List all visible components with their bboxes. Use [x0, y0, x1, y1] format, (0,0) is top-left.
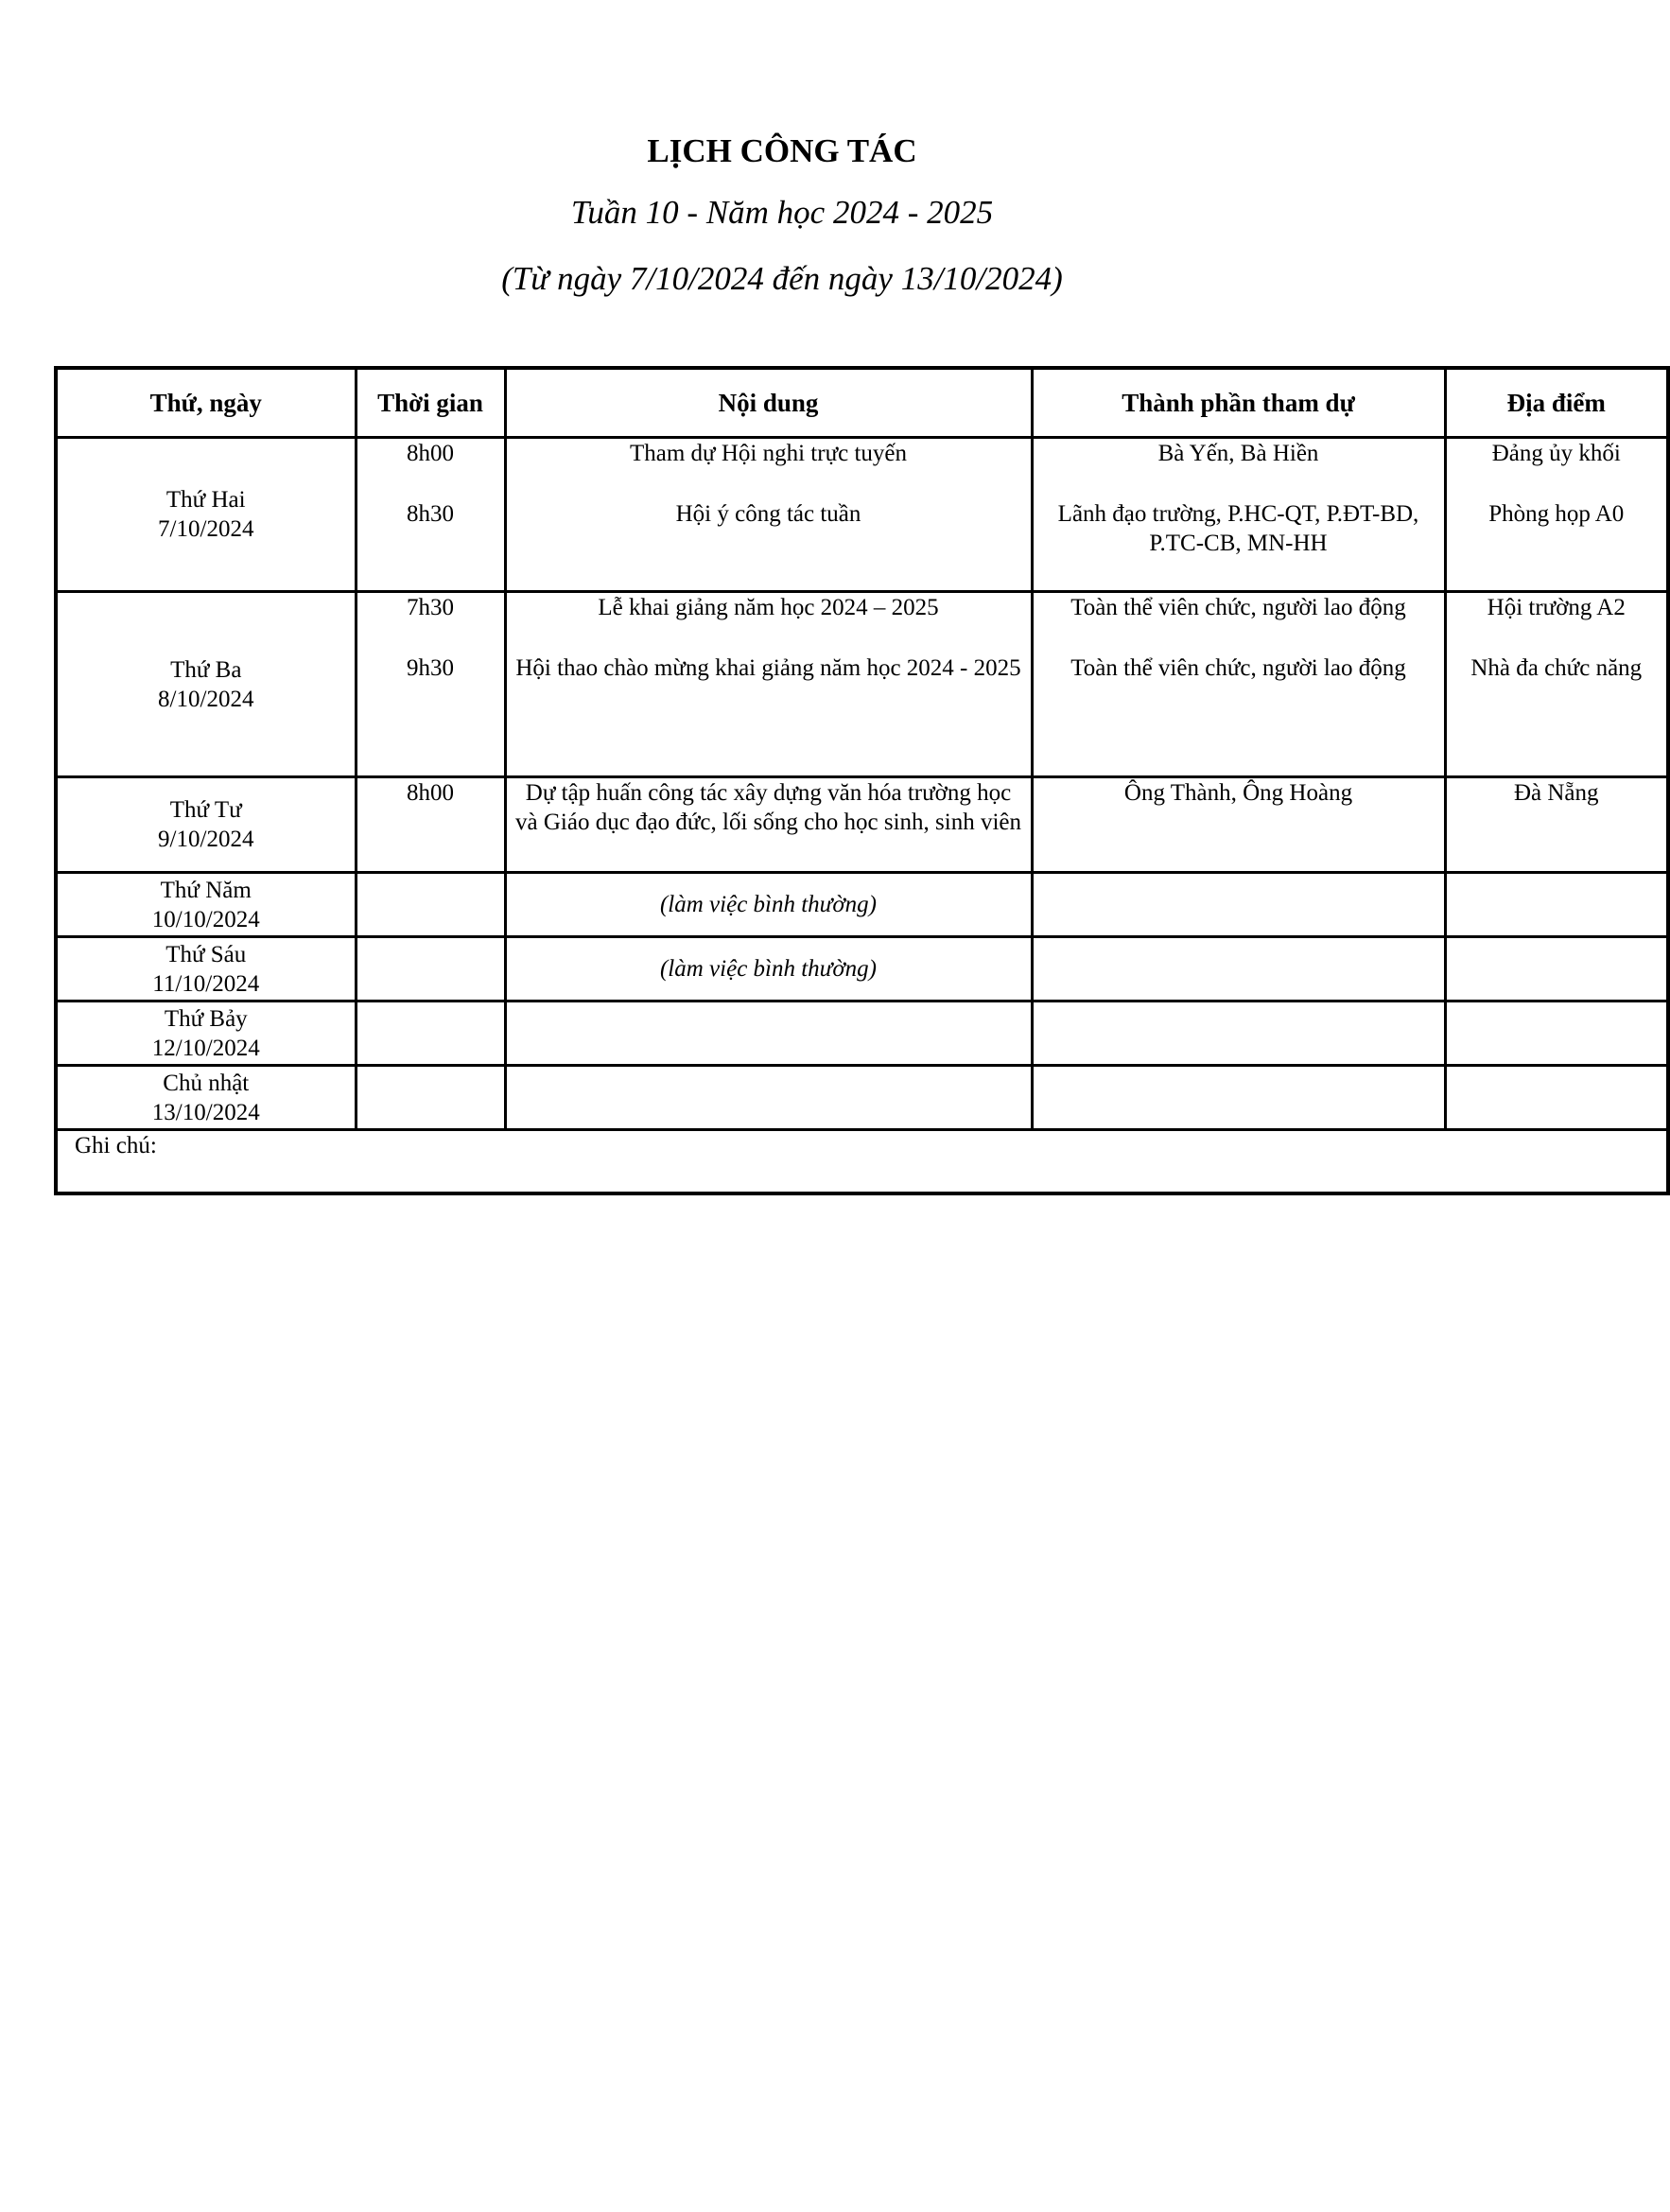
day-cell	[56, 777, 356, 873]
day-name: Thứ Sáu	[165, 941, 247, 967]
content-value: Hội ý công tác tuần	[675, 501, 861, 527]
notes-row	[56, 1130, 1668, 1194]
day-date: 10/10/2024	[151, 906, 260, 932]
time-cell	[356, 873, 505, 937]
day-cell	[56, 592, 356, 777]
attendees-value: Bà Yến, Bà Hiền	[1157, 441, 1319, 466]
table-row	[56, 873, 1668, 937]
content-cell: (làm việc bình thường)	[505, 937, 1032, 1001]
time-value: 9h30	[407, 655, 454, 681]
location-cell	[1445, 1001, 1668, 1066]
day-name: Thứ Tư	[169, 797, 242, 823]
time-value: 8h00	[407, 441, 454, 466]
document-title: LỊCH CÔNG TÁC	[647, 132, 917, 169]
column-header-attendees: Thành phần tham dự	[1032, 368, 1445, 438]
notes-cell	[56, 1130, 1668, 1194]
location-value: Phòng họp A0	[1488, 501, 1625, 527]
attendees-cell	[1032, 1001, 1445, 1066]
attendees-cell	[1032, 438, 1445, 592]
time-value: 8h30	[407, 501, 454, 527]
notes-label: Ghi chú:	[75, 1133, 157, 1158]
column-header-time: Thời gian	[356, 368, 505, 438]
location-cell	[1445, 592, 1668, 777]
location-value: Đà Nẵng	[1513, 780, 1599, 806]
time-value: 8h00	[407, 780, 454, 806]
content-cell	[505, 777, 1032, 873]
location-value: Nhà đa chức năng	[1470, 655, 1643, 681]
location-cell	[1445, 937, 1668, 1001]
location-cell	[1445, 873, 1668, 937]
attendees-cell	[1032, 592, 1445, 777]
content-cell	[505, 1001, 1032, 1066]
content-value: Lễ khai giảng năm học 2024 – 2025	[598, 595, 939, 620]
day-cell	[56, 438, 356, 592]
content-value: Tham dự Hội nghi trực tuyến	[629, 441, 908, 466]
work-schedule-table	[54, 366, 1670, 1195]
location-cell	[1445, 1066, 1668, 1130]
day-date: 9/10/2024	[158, 827, 254, 852]
time-value: 7h30	[407, 595, 454, 620]
day-name: Thứ Bảy	[164, 1005, 248, 1032]
day-date: 7/10/2024	[158, 516, 254, 542]
time-cell	[356, 438, 505, 592]
table-row	[56, 777, 1668, 873]
day-cell	[56, 873, 356, 937]
table-row	[56, 592, 1668, 777]
day-name: Thứ Ba	[170, 656, 242, 683]
column-header-day: Thứ, ngày	[56, 368, 356, 438]
attendees-cell	[1032, 1066, 1445, 1130]
content-cell	[505, 1066, 1032, 1130]
document-date-range: (Từ ngày 7/10/2024 đến ngày 13/10/2024)	[501, 260, 1063, 297]
day-date: 8/10/2024	[158, 686, 254, 712]
time-cell	[356, 1066, 505, 1130]
table-row	[56, 438, 1668, 592]
attendees-value: Toàn thể viên chức, người lao động	[1070, 595, 1406, 620]
day-cell	[56, 1001, 356, 1066]
content-value: Hội thao chào mừng khai giảng năm học 2024 - 2025	[515, 655, 1021, 681]
attendees-value: Ông Thành, Ông Hoàng	[1123, 780, 1353, 806]
document-subtitle: Tuần 10 - Năm học 2024 - 2025	[570, 194, 994, 231]
content-cell	[505, 438, 1032, 592]
day-cell	[56, 1066, 356, 1130]
table-row	[56, 937, 1668, 1001]
time-cell	[356, 1001, 505, 1066]
column-header-location: Địa điểm	[1445, 368, 1668, 438]
time-cell	[356, 937, 505, 1001]
day-name: Chủ nhật	[163, 1070, 250, 1096]
location-value: Đảng ủy khối	[1491, 441, 1621, 466]
content-cell	[505, 592, 1032, 777]
location-value: Hội trường A2	[1487, 595, 1626, 620]
day-date: 12/10/2024	[151, 1035, 260, 1061]
location-cell	[1445, 438, 1668, 592]
table-row	[56, 1001, 1668, 1066]
day-date: 13/10/2024	[151, 1099, 260, 1125]
attendees-value: Lãnh đạo trường, P.HC-QT, P.ĐT-BD, P.TC-CB, MN-HH	[1057, 501, 1419, 556]
attendees-value: Toàn thể viên chức, người lao động	[1070, 655, 1406, 681]
day-name: Thứ Năm	[160, 877, 252, 903]
table-row	[56, 1066, 1668, 1130]
column-header-content: Nội dung	[505, 368, 1032, 438]
day-name: Thứ Hai	[165, 487, 246, 513]
day-cell	[56, 937, 356, 1001]
attendees-cell	[1032, 777, 1445, 873]
attendees-cell	[1032, 873, 1445, 937]
content-cell: (làm việc bình thường)	[505, 873, 1032, 937]
time-cell	[356, 592, 505, 777]
content-value: Dự tập huấn công tác xây dựng văn hóa trường học và Giáo dục đạo đức, lối sống cho học sinh, sinh viên	[515, 780, 1021, 835]
table-header-row	[56, 368, 1668, 438]
day-date: 11/10/2024	[152, 970, 260, 997]
location-cell	[1445, 777, 1668, 873]
attendees-cell	[1032, 937, 1445, 1001]
time-cell	[356, 777, 505, 873]
